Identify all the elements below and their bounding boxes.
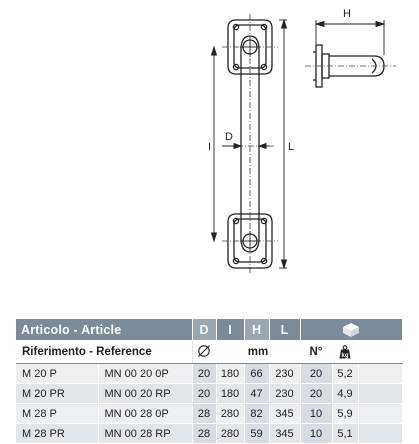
dim-label-h: H	[343, 8, 351, 20]
spec-table	[16, 319, 403, 444]
table-row	[16, 424, 402, 444]
cell-h: 82	[244, 404, 269, 424]
cell-l: 230	[269, 384, 300, 404]
cell-spacer	[358, 364, 402, 384]
cell-n: 10	[300, 404, 332, 424]
cell-d: 28	[192, 404, 216, 424]
cell-i: 280	[216, 404, 244, 424]
cell-w: 4,9	[332, 384, 358, 404]
table-row	[16, 404, 402, 424]
subheader-unit: mm	[216, 341, 300, 364]
dim-label-d: D	[225, 131, 233, 143]
table-row	[16, 364, 402, 384]
col-header-i: I	[216, 319, 244, 341]
cell-l: 230	[269, 364, 300, 384]
subheader-weight	[332, 341, 358, 364]
cell-w: 5,2	[332, 364, 358, 384]
subheader-reference: Riferimento - Reference	[16, 341, 192, 364]
cell-i: 180	[216, 364, 244, 384]
cell-article: M 28 PR	[16, 424, 98, 444]
table-header-row	[16, 319, 402, 341]
table-row	[16, 384, 402, 404]
weight-icon	[339, 345, 351, 359]
table-title: Articolo - Article	[16, 319, 192, 341]
col-header-pack	[300, 319, 402, 341]
subheader-diameter	[192, 341, 216, 364]
cell-d: 20	[192, 364, 216, 384]
cell-ref: MN 00 20 0P	[98, 364, 192, 384]
cell-w: 5,1	[332, 424, 358, 444]
cell-ref: MN 00 28 RP	[98, 424, 192, 444]
cell-h: 47	[244, 384, 269, 404]
col-header-l: L	[269, 319, 300, 341]
cell-h: 66	[244, 364, 269, 384]
cell-i: 280	[216, 424, 244, 444]
dim-label-l: L	[288, 141, 295, 153]
dim-label-i: I	[208, 141, 212, 153]
cell-n: 10	[300, 424, 332, 444]
col-header-d: D	[192, 319, 216, 341]
cell-l: 345	[269, 424, 300, 444]
cell-n: 20	[300, 364, 332, 384]
cell-h: 59	[244, 424, 269, 444]
cell-article: M 20 P	[16, 364, 98, 384]
cell-w: 5,9	[332, 404, 358, 424]
cell-d: 28	[192, 424, 216, 444]
cell-article: M 20 PR	[16, 384, 98, 404]
subheader-number: N°	[300, 341, 332, 364]
svg-text:kg: kg	[341, 353, 349, 359]
table-subheader-row	[16, 341, 402, 364]
cell-l: 345	[269, 404, 300, 424]
col-header-h: H	[244, 319, 269, 341]
cell-ref: MN 00 20 RP	[98, 384, 192, 404]
cell-n: 20	[300, 384, 332, 404]
cell-ref: MN 00 28 0P	[98, 404, 192, 424]
box-icon	[339, 322, 363, 338]
cell-spacer	[358, 384, 402, 404]
cell-spacer	[358, 404, 402, 424]
cell-d: 20	[192, 384, 216, 404]
cell-i: 180	[216, 384, 244, 404]
diameter-symbol-icon	[197, 344, 211, 358]
cell-article: M 28 P	[16, 404, 98, 424]
cell-spacer	[358, 424, 402, 444]
